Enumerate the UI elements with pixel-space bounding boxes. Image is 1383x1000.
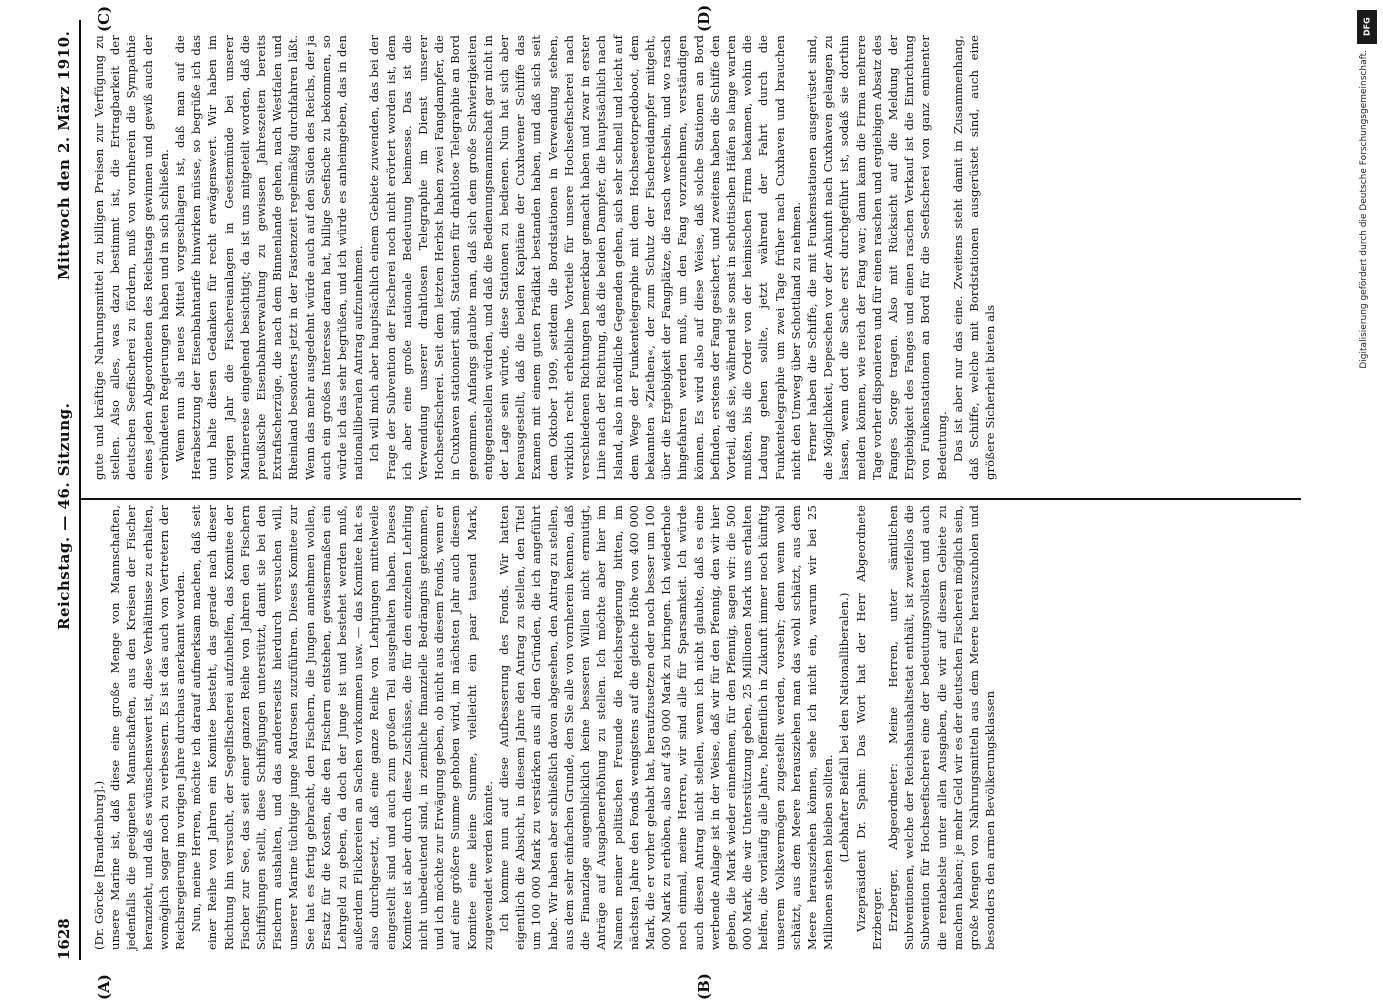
paragraph: Erzberger, Abgeordneter: Meine Herren, unter sämtlichen Subventionen, welche der Reichshaushaltsetat enthält, ist zweifellos die Subvention für Hochseefischerei eine der bedeutungsvollsten und auch die rentabelste unter allen Ausgaben, die wir auf diesem Gebiete zu machen haben; je mehr Geld wir es der deutschen Fischerei möglich sein, große Mengen von Nahrungsmitteln aus dem Meere herauszuholen und besonders den armen Bevölkerungsklassen [885, 505, 998, 950]
paragraph: Wenn nun als neues Mittel vorgeschlagen ist, daß man auf die Herabsetzung der Eisenbahntarife hinwirken müsse, so begrüße ich das und halte diesen Gedanken für recht erwägenswert. Wir haben im vorigen Jahr die Fischereianlagen in Geestemünde bei unserer Marinereise eingehend besichtigt; da ist uns mitgeteilt worden, daß die preußische Eisenbahnverwaltung zu gewissen Jahreszeiten bereits Extrafischerzüge, die nach dem Binnenlande gehen, nach Westfalen und Rheinland besonders jetzt in der Fastenzeit regelmäßig durchfahren läßt. Wenn das mehr ausgedehnt würde auch auf den Süden des Reichs, der ja auch ein großes Interesse daran hat, billige Seefische zu bekommen, so würde ich das sehr begrüßen, und ich würde es anheimgeben, das in den nationalliberalen Antrag aufzunehmen. [173, 35, 366, 480]
margin-marker-c: (C) [95, 5, 113, 32]
speaker-continuation: (Dr. Görcke [Brandenburg].) [92, 780, 106, 950]
page-number: 1628 [55, 918, 73, 960]
page-header [55, 30, 77, 960]
header-left-title: Reichstag. — 46. Sitzung. [55, 402, 73, 630]
rotated-page [55, 0, 1383, 1000]
digitization-sidebar [1355, 10, 1381, 990]
paragraph: Vizepräsident Dr. Spahn: Das Wort hat der Herr Abgeordnete Erzberger. [853, 505, 884, 950]
left-column [91, 505, 998, 950]
paragraph: Das ist aber nur das eine. Zweitens steht damit in Zusammenhang, daß Schiffe, welche mit Bordstationen ausgerüstet sind, auch eine größere Sicherheit bieten als [950, 35, 998, 480]
margin-marker-d: (D) [695, 4, 713, 32]
right-column [91, 35, 998, 480]
digitization-credit: Digitalisierung gefördert durch die Deutsche Forschungsgemeinschaft. [1359, 50, 1369, 369]
applause-note: (Lebhafter Beifall bei den Nationalliberalen.) [837, 592, 852, 863]
paragraph: Ich will mich aber hauptsächlich einem Gebiete zuwenden, das bei der Frage der Subvention der Fischerei noch nicht erörtert worden ist, dem ich aber eine große nationale Bedeutung beimesse. Das ist die Verwendung unserer drahtlosen Telegraphie im Dienst unserer Hochseefischerei. Seit dem letzten Herbst haben zwei Fangdampfer, die in Cuxhaven stationiert sind, Stationen für drahtlose Telegraphie an Bord genommen. Anfangs glaubte man, daß sich dem große Schwierigkeiten entgegenstellen würden, und daß die Bedienungsmannschaft gar nicht in der Lage sein würde, diese Stationen zu bedienen. Nun hat sich aber herausgestellt, daß die beiden Kapitäne der Cuxhavener Schiffe das Examen mit einem guten Prädikat bestanden haben, und daß sich seit dem Oktober 1909, seitdem die Bordstationen in Verwendung stehen, wirklich recht erhebliche Vorteile für unsere Hochseefischerei nach verschiedenen Richtungen bemerkbar gemacht haben und zwar in erster Linie nach der Richtung, daß die beiden Dampfer, die hauptsächlich nach Island, also in nördliche Gegenden gehen, sich sehr schnell und leicht auf dem Wege der Funkentelegraphie mit dem Hochseetorpedoboot, dem bekannten »Ziethen«, der zum Schutz der Fischereidampfer mitgeht, über die Ergiebigkeit der Fangplätze, die rasch wechseln, und wo rasch hingefahren werden muß, um den Fang vorzunehmen, verständigen können. Es wird also auf diese Weise, daß solche Stationen an Bord befinden, erstens der Fang gesichert, und zweitens haben die Schiffe den Vorteil, daß sie, während sie sonst in schottischen Häfen so lange warten mußten, bis die Order von der heimischen Firma bekamen, wohin die Ladung gehen sollte, jetzt während der Fahrt durch die Funkentelegraphie um zwei Tage früher nach Cuxhaven und brauchen nicht den Umweg über Schottland zu nehmen. [367, 35, 803, 480]
paragraph: gute und kräftige Nahrungsmittel zu billigen Preisen zur Verfügung zu stellen. Also alles, was dazu bestimmt ist, die Ertragbarkeit der deutschen Seefischerei zu fördern, muß von vornherein die Sympathie eines jeden Abgeordneten des Reichstags gewinnen und gewiß auch der verbündeten Regierungen haben und in sich schließen. [92, 35, 171, 480]
margin-marker-b: (B) [695, 973, 713, 1000]
paragraph: Nun, meine Herren, möchte ich darauf aufmerksam machen, daß seit einer Reihe von Jahren ein Komitee besteht, das gerade nach dieser Richtung hin versucht, der Segelfischerei aufzuhelfen, das Komitee der Fischer zur See, das seit einer ganzen Reihe von Jahren den Fischern Schiffsjungen stellt, diese Schiffsjungen unterstützt, damit sie bei den Fischern aushalten, und das andererseits hierdurch versuchen will, unserer Marine tüchtige junge Matrosen zuzuführen. Dieses Komitee zur See hat es fertig gebracht, den Fischern, die Jungen annehmen wollen, Ersatz für die Kosten, die den Fischern entstehen, gewissermaßen ein Lehrgeld zu geben, da doch der Junge ist und bestehet werden muß, außerdem Flickereien an Sachen vorkommen usw. — das Komitee hat es also durchgesetzt, daß eine ganze Reihe von Lehrjungen mittelweile eingestellt sind und auch zum großen Teil ausgehalten haben. Dieses Komitee ist aber durch diese Zuschüsse, die für den einzelnen Lehrling nicht unbedeutend sind, in ziemliche finanzielle Bedrängnis gekommen, und ich möchte zur Erwägung geben, ob nicht aus diesem Fonds, wenn er auf eine größere Summe gehoben wird, im nächsten Jahr auch diesem Komitee eine kleine Summe, vielleicht ein paar tausend Mark, zugewendet werden könnte. [189, 505, 495, 950]
margin-marker-a: (A) [95, 974, 113, 1000]
header-right-title: Mittwoch den 2. März 1910. [55, 30, 73, 280]
paragraph: unsere Marine ist, daß diese eine große Menge von Mannschaften, jedenfalls die geeigneten Mannschaften, aus den Kreisen der Fischer heranzieht, und daß es wünschenswert ist, diese Verhältnisse zu erhalten, womöglich sogar noch zu verbessern. Es ist das auch von Vertretern der Reichsregierung im vorigen Jahre durchaus anerkannt worden. [108, 505, 188, 950]
dfg-logo: DFG [1357, 10, 1377, 44]
header-rule [79, 20, 81, 960]
paragraph: Ferner haben die Schiffe, die mit Funkenstationen ausgerüstet sind, die Möglichkeit, Depeschen vor der Ankunft nach Cuxhaven gelangen zu lassen, wenn dort die Sache erst durchgeführt ist, sodaß sie dorthin melden können, wie reich der Fang war; dann kann die Firma mehrere Tage vorher disponieren und für einen raschen und ergiebigen Absatz des Fanges Sorge tragen. Also mit Rücksicht auf die Meldung der Ergiebigkeit des Fanges und einen raschen Verkauf ist die Einrichtung von Funkenstationen an Bord für die Seefischerei von ganz eminenter Bedeutung. [804, 35, 949, 480]
column-rule [81, 498, 1301, 500]
paragraph: Ich komme nun auf diese Aufbesserung des Fonds. Wir hatten eigentlich die Absicht, in diesem Jahre den Antrag zu stellen, den Titel um 100 000 Mark zu verstärken aus all den Gründen, die ich angeführt habe. Wir haben aber schließlich davon abgesehen, den Antrag zu stellen, aus dem sehr einfachen Grunde, den Sie alle von vornherein kennen, daß die Finanzlage augenblicklich keine besseren Willen nicht ermutigt, Anträge auf Ausgabenerhöhung zu stellen. Ich möchte aber hier im Namen meiner politischen Freunde die Reichsregierung bitten, im nächsten Jahre den Fonds wenigstens auf die gleiche Höhe von 400 000 Mark, die er vorher gehabt hat, heraufzusetzen oder noch besser um 100 000 Mark zu erhöhen, also auf 450 000 Mark zu bringen. Ich wiederhole noch einmal, meine Herren, wir sind alle für Sparsamkeit. Ich würde auch diesen Antrag nicht stellen, wenn ich nicht glaubte, daß es eine werbende Anlage ist in der Weise, daß wir für den Pfennig, den wir hier geben, die Mark wieder einnehmen, für den Pfennig, sagen wir: die 500 000 Mark, die wir Unterstützung geben, 25 Millionen Mark uns erhalten helfen, die vorläufig alle Jahre, hoffentlich in Zukunft immer noch künftig unserem Volksvermögen zugestellt werden, vorsehr; denn wenn wohl schätzt, aus dem Meere herausziehen man das wohl schätzt, aus dem Meere herausziehen können, sehe ich nicht ein, warum wir bei 25 Millionen stehen bleiben sollten. [497, 505, 836, 950]
